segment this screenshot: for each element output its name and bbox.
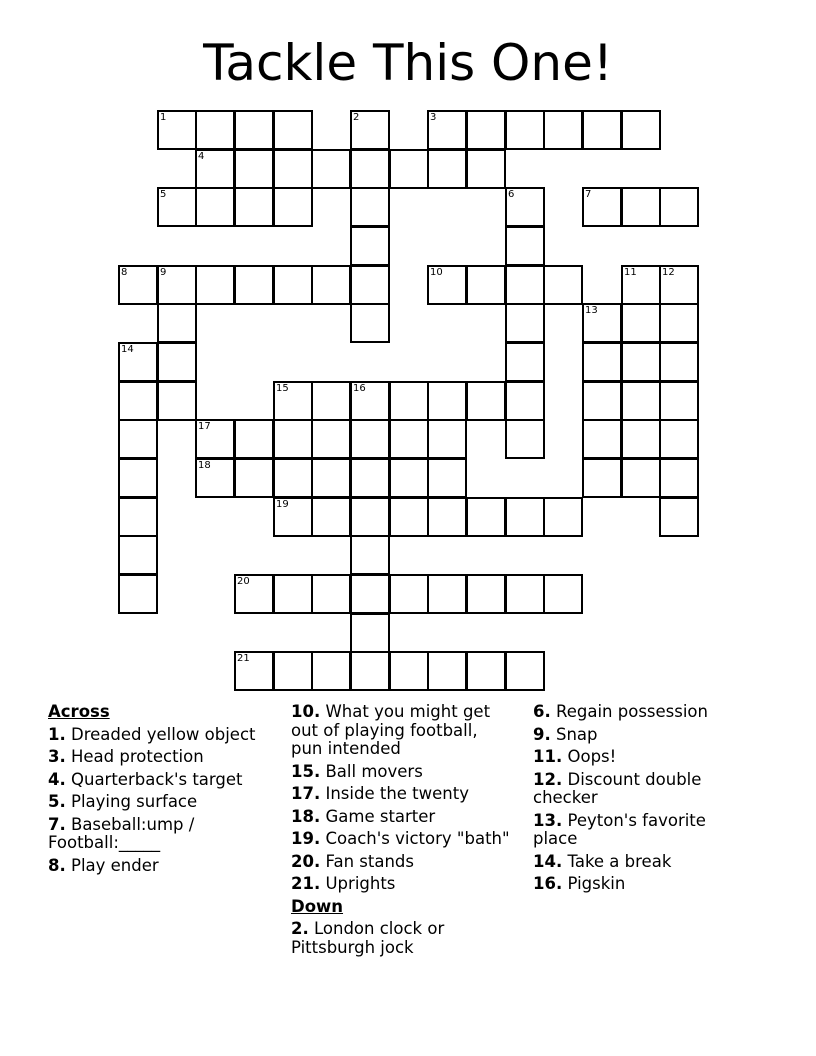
grid-cell[interactable] <box>273 574 313 614</box>
grid-cell[interactable] <box>234 651 274 691</box>
grid-cell[interactable] <box>350 419 390 459</box>
grid-cell[interactable] <box>118 381 158 421</box>
grid-cell[interactable] <box>311 651 351 691</box>
grid-cell[interactable] <box>505 497 545 537</box>
grid-cell[interactable] <box>543 110 583 150</box>
grid-cell[interactable] <box>350 381 390 421</box>
grid-cell[interactable] <box>273 265 313 305</box>
across-clue[interactable]: 18. Game starter <box>291 806 436 826</box>
grid-cell[interactable] <box>466 265 506 305</box>
grid-cell[interactable] <box>157 303 197 343</box>
grid-cell[interactable] <box>621 419 661 459</box>
grid-cell[interactable] <box>582 458 622 498</box>
grid-cell[interactable] <box>582 187 622 227</box>
grid-cell[interactable] <box>389 149 429 189</box>
clue-number: 12 <box>662 267 675 278</box>
grid-cell[interactable] <box>350 574 390 614</box>
clue-column-2 <box>291 703 516 961</box>
grid-cell[interactable] <box>505 110 545 150</box>
grid-cell[interactable] <box>466 149 506 189</box>
clue-number: 18 <box>198 460 211 471</box>
clue-number: 8 <box>121 267 128 278</box>
down-clue[interactable]: 12. Discount double checker <box>533 769 702 807</box>
grid-cell[interactable] <box>389 497 429 537</box>
clue-number: 20 <box>237 576 250 587</box>
grid-cell[interactable] <box>466 497 506 537</box>
down-clue[interactable]: 6. Regain possession <box>533 702 708 721</box>
grid-cell[interactable] <box>311 265 351 305</box>
grid-cell[interactable] <box>659 342 699 382</box>
grid-cell[interactable] <box>350 613 390 653</box>
across-clue[interactable]: 1. Dreaded yellow object <box>48 724 256 744</box>
grid-cell[interactable] <box>505 265 545 305</box>
grid-cell[interactable] <box>621 381 661 421</box>
grid-cell[interactable] <box>195 265 235 305</box>
grid-cell[interactable] <box>234 110 274 150</box>
grid-cell[interactable] <box>157 187 197 227</box>
down-clue[interactable]: 16. Pigskin <box>533 874 626 893</box>
across-clue[interactable]: 10. What you might get out of playing football, pun intended <box>291 702 491 758</box>
grid-cell[interactable] <box>234 419 274 459</box>
down-clue[interactable]: 2. London clock or Pittsburgh jock <box>291 919 445 957</box>
grid-cell[interactable] <box>505 342 545 382</box>
grid-cell[interactable] <box>234 265 274 305</box>
across-clue[interactable]: 19. Coach's victory "bath" <box>291 829 510 848</box>
clue-number: 5 <box>160 189 167 200</box>
grid-cell[interactable] <box>273 149 313 189</box>
grid-cell[interactable] <box>157 110 197 150</box>
grid-cell[interactable] <box>543 497 583 537</box>
clue-number: 13 <box>585 305 598 316</box>
grid-cell[interactable] <box>350 651 390 691</box>
across-clue[interactable]: 4. Quarterback's target <box>48 769 243 789</box>
grid-cell[interactable] <box>118 458 158 498</box>
across-clue[interactable]: 21. Uprights <box>291 874 396 893</box>
grid-cell[interactable] <box>273 381 313 421</box>
grid-cell[interactable] <box>659 381 699 421</box>
grid-cell[interactable] <box>505 651 545 691</box>
grid-cell[interactable] <box>466 574 506 614</box>
grid-cell[interactable] <box>311 419 351 459</box>
grid-cell[interactable] <box>273 419 313 459</box>
down-clue[interactable]: 13. Peyton's favorite place <box>533 810 706 848</box>
across-clue[interactable]: 7. Baseball:ump / Football:_____ <box>48 814 195 852</box>
grid-cell[interactable] <box>273 651 313 691</box>
grid-cell[interactable] <box>621 110 661 150</box>
grid-cell[interactable] <box>427 574 467 614</box>
clue-number: 2 <box>353 112 360 123</box>
grid-cell[interactable] <box>234 458 274 498</box>
grid-cell[interactable] <box>350 303 390 343</box>
clue-number: 7 <box>585 189 592 200</box>
grid-cell[interactable] <box>234 149 274 189</box>
clue-column-3 <box>533 703 773 898</box>
grid-cell[interactable] <box>543 574 583 614</box>
grid-cell[interactable] <box>427 110 467 150</box>
across-clue[interactable]: 5. Playing surface <box>48 792 198 811</box>
grid-cell[interactable] <box>466 110 506 150</box>
grid-cell[interactable] <box>350 458 390 498</box>
clue-number: 11 <box>624 267 637 278</box>
clue-number: 21 <box>237 653 250 664</box>
grid-cell[interactable] <box>582 110 622 150</box>
grid-cell[interactable] <box>350 226 390 266</box>
grid-cell[interactable] <box>427 265 467 305</box>
across-heading: Across <box>48 702 110 721</box>
grid-cell[interactable] <box>273 187 313 227</box>
grid-cell[interactable] <box>427 497 467 537</box>
clue-number: 3 <box>430 112 437 123</box>
puzzle-title: Tackle This One! <box>203 34 613 92</box>
grid-cell[interactable] <box>582 303 622 343</box>
grid-cell[interactable] <box>311 149 351 189</box>
grid-cell[interactable] <box>427 381 467 421</box>
grid-cell[interactable] <box>118 342 158 382</box>
grid-cell[interactable] <box>427 419 467 459</box>
grid-cell[interactable] <box>621 187 661 227</box>
grid-cell[interactable] <box>582 419 622 459</box>
across-clue[interactable]: 20. Fan stands <box>291 851 414 871</box>
grid-cell[interactable] <box>621 458 661 498</box>
grid-cell[interactable] <box>505 226 545 266</box>
grid-cell[interactable] <box>118 265 158 305</box>
grid-cell[interactable] <box>389 381 429 421</box>
grid-cell[interactable] <box>234 187 274 227</box>
grid-cell[interactable] <box>350 497 390 537</box>
down-clue[interactable]: 14. Take a break <box>533 851 672 871</box>
across-clue[interactable]: 3. Head protection <box>48 747 204 766</box>
grid-cell[interactable] <box>118 535 158 575</box>
grid-cell[interactable] <box>505 303 545 343</box>
clue-number: 1 <box>160 112 167 123</box>
grid-cell[interactable] <box>389 574 429 614</box>
grid-cell[interactable] <box>350 265 390 305</box>
grid-cell[interactable] <box>427 651 467 691</box>
grid-cell[interactable] <box>389 651 429 691</box>
across-clue[interactable]: 15. Ball movers <box>291 761 423 781</box>
grid-cell[interactable] <box>659 187 699 227</box>
grid-cell[interactable] <box>582 381 622 421</box>
clue-number: 6 <box>508 189 515 200</box>
clue-column-1 <box>48 703 278 879</box>
grid-cell[interactable] <box>659 497 699 537</box>
grid-cell[interactable] <box>118 419 158 459</box>
grid-cell[interactable] <box>195 458 235 498</box>
grid-cell[interactable] <box>659 303 699 343</box>
grid-cell[interactable] <box>195 110 235 150</box>
clue-number: 15 <box>276 383 289 394</box>
grid-cell[interactable] <box>195 149 235 189</box>
clue-number: 17 <box>198 421 211 432</box>
clue-number: 14 <box>121 344 134 355</box>
clue-number: 16 <box>353 383 366 394</box>
grid-cell[interactable] <box>311 497 351 537</box>
grid-cell[interactable] <box>389 458 429 498</box>
grid-cell[interactable] <box>118 574 158 614</box>
grid-cell[interactable] <box>157 342 197 382</box>
grid-cell[interactable] <box>350 187 390 227</box>
across-clue[interactable]: 17. Inside the twenty <box>291 784 469 803</box>
down-clue[interactable]: 11. Oops! <box>533 747 617 766</box>
grid-cell[interactable] <box>118 497 158 537</box>
grid-cell[interactable] <box>311 381 351 421</box>
grid-cell[interactable] <box>311 458 351 498</box>
grid-cell[interactable] <box>157 265 197 305</box>
grid-cell[interactable] <box>273 110 313 150</box>
grid-cell[interactable] <box>350 149 390 189</box>
grid-cell[interactable] <box>505 187 545 227</box>
grid-cell[interactable] <box>466 651 506 691</box>
grid-cell[interactable] <box>234 574 274 614</box>
grid-cell[interactable] <box>311 574 351 614</box>
clue-number: 19 <box>276 499 289 510</box>
grid-cell[interactable] <box>505 419 545 459</box>
grid-cell[interactable] <box>195 187 235 227</box>
clue-number: 4 <box>198 151 205 162</box>
clue-number: 10 <box>430 267 443 278</box>
grid-cell[interactable] <box>427 149 467 189</box>
grid-cell[interactable] <box>157 381 197 421</box>
grid-cell[interactable] <box>582 342 622 382</box>
grid-cell[interactable] <box>659 419 699 459</box>
grid-cell[interactable] <box>350 535 390 575</box>
grid-cell[interactable] <box>389 419 429 459</box>
down-clue[interactable]: 9. Snap <box>533 724 598 744</box>
grid-cell[interactable] <box>466 381 506 421</box>
grid-cell[interactable] <box>543 265 583 305</box>
clue-number: 9 <box>160 267 167 278</box>
grid-cell[interactable] <box>659 265 699 305</box>
grid-cell[interactable] <box>621 303 661 343</box>
grid-cell[interactable] <box>427 458 467 498</box>
grid-cell[interactable] <box>621 342 661 382</box>
down-heading: Down <box>291 896 344 916</box>
grid-cell[interactable] <box>505 381 545 421</box>
grid-cell[interactable] <box>350 110 390 150</box>
grid-cell[interactable] <box>621 265 661 305</box>
grid-cell[interactable] <box>659 458 699 498</box>
grid-cell[interactable] <box>505 574 545 614</box>
across-clue[interactable]: 8. Play ender <box>48 855 159 875</box>
grid-cell[interactable] <box>273 497 313 537</box>
grid-cell[interactable] <box>273 458 313 498</box>
grid-cell[interactable] <box>195 419 235 459</box>
